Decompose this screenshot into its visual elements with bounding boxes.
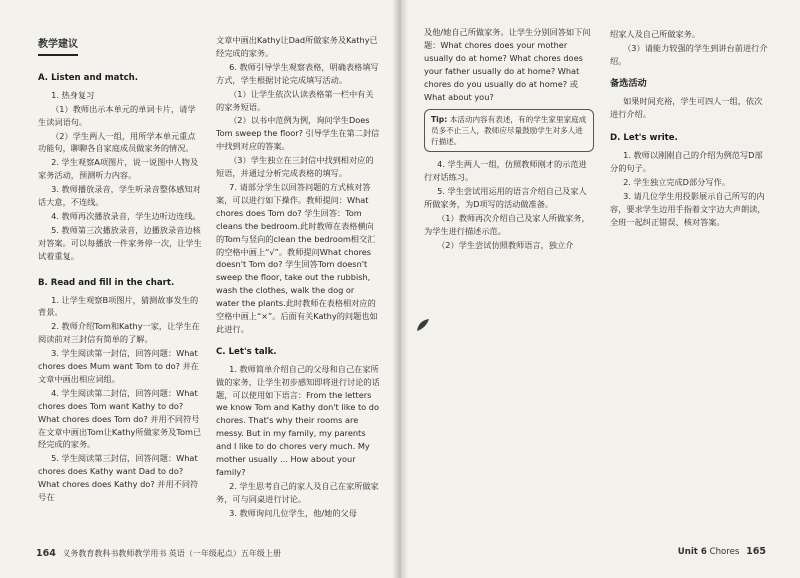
right-column-2-text	[610, 28, 770, 68]
section-d-paragraph: 3. 请几位学生用投影展示自己所写的内容，要求学生边用手指着文字边大声朗读，全班一起纠正错误、核对答案。	[610, 191, 766, 227]
section-c-paragraph: 2. 学生思考自己的家人及自己在家所做家务，可与同桌进行讨论。	[216, 480, 379, 504]
left-footer-text: 义务教育教科书教师教学用书 英语（一年级起点）五年级上册	[62, 549, 281, 558]
left-column-2-paragraph: （2）以书中范例为例，询问学生Does Tom sweep the floor? 引导学生在第二封信中找到对应的答案。	[216, 115, 380, 152]
unit-label: Unit 6	[677, 547, 707, 557]
section-b-paragraph: 5. 学生阅读第三封信，回答问题：What chores does Kathy want Dad to do? What chores does Kathy do? 并用不同符号在	[38, 453, 199, 503]
section-a-title: A. Listen and match.	[38, 72, 139, 83]
tip-box	[424, 109, 594, 152]
right-column-1	[424, 26, 594, 253]
section-a-body	[38, 89, 202, 263]
section-a-paragraph: 2. 学生观察A项图片，说一说图中人物及家务活动，预测听力内容。	[38, 157, 199, 181]
right-column-1-text	[424, 26, 594, 103]
section-c-paragraph: 3. 教师询问几位学生，他/她的父母	[229, 507, 357, 518]
tip-label: Tip:	[431, 115, 448, 125]
section-d-body	[610, 149, 770, 228]
section-c-body	[216, 363, 380, 520]
section-b-paragraph: 2. 教师介绍Tom和Kathy一家，让学生在阅读前对三封信有简单的了解。	[38, 321, 200, 345]
section-a-paragraph: 5. 教师第三次播放录音，边播放录音边核对答案。可以每播放一件家务停一次，让学生试着重复。	[38, 224, 202, 261]
right-column-2	[610, 28, 770, 230]
section-a-paragraph: （2）学生两人一组，用所学本单元重点功能句，聊聊各自家庭成员做家务的情况。	[38, 130, 196, 154]
section-b-title: B. Read and fill in the chart.	[38, 277, 175, 288]
section-c-paragraph: 1. 教师简单介绍自己的父母和自己在家所做的家务，让学生初步感知即将进行讨论的话题，可以使用如下语言：From the letters we know Tom and Kathy don't like to do chores. That's why their rooms are messy. But in my family, my parents and I like to do chores very much. My mother usually ... How about your family?	[216, 363, 380, 477]
left-column-2-text	[216, 34, 380, 336]
teaching-suggestions-heading: 教学建议	[38, 39, 78, 56]
section-a-paragraph: （1）教师出示本单元的单词卡片，请学生读词语句。	[38, 103, 196, 127]
left-column-2-paragraph: （3）学生独立在三封信中找到相对应的短语，并通过分析完成表格的填写。	[216, 155, 374, 179]
section-c-title: C. Let's talk.	[216, 346, 277, 357]
right-column-2-paragraph: （3）请能力较强的学生到讲台前进行介绍。	[610, 42, 768, 66]
chapter-label: Chores	[709, 547, 740, 557]
section-a-paragraph: 3. 教师播放录音，学生听录音整体感知对话大意，不连线。	[38, 184, 201, 208]
left-column-2-paragraph: 6. 教师引导学生观察表格，明确表格填写方式，学生根据讨论完成填写活动。	[216, 61, 379, 85]
right-column-1b-paragraph: 4. 学生两人一组，仿照教师刚才的示范进行对话练习。	[424, 159, 587, 183]
section-b-paragraph: 1. 让学生观察B项图片，猜测故事发生的背景。	[38, 294, 199, 318]
optional-activity-title: 备选活动	[610, 77, 647, 89]
section-b-body	[38, 294, 202, 505]
left-column-2-paragraph: 7. 请部分学生以回答问题的方式核对答案，可以进行如下操作。教师提问：What chores does Tom do? 学生回答：Tom cleans the bedroom.此时教师在表格横向的Tom与竖向的clean the bedroom相交汇的空格中画上“√”。教师提问What chores doesn't Tom do? 学生回答Tom doesn't sweep the floor, take out the rubbish, wash the clothes, walk the dog or water the plants.此时教师在表格相对应的空格中画上“×”。后面有关Kathy的问题也如此进行。	[216, 181, 378, 334]
left-footer	[36, 548, 281, 559]
right-column-1-text-2	[424, 158, 594, 251]
optional-activity-text: 如果时间充裕，学生可四人一组，依次进行介绍。	[610, 95, 763, 119]
section-d-paragraph: 2. 学生独立完成D部分写作。	[623, 177, 730, 188]
book-gutter	[392, 0, 408, 578]
left-column-2-paragraph: 文章中画出Kathy让Dad所做家务及Kathy已经完成的家务。	[216, 35, 378, 58]
section-a-paragraph: 1. 热身复习	[51, 89, 95, 100]
section-a-paragraph: 4. 教师再次播放录音，学生边听边连线。	[51, 210, 201, 221]
right-column-2-paragraph: 绍家人及自己所做家务。	[610, 29, 701, 39]
left-column-2	[216, 34, 380, 521]
left-page-number: 164	[36, 548, 56, 559]
left-column-2-paragraph: （1）让学生依次认读表格第一栏中有关的家务短语。	[216, 88, 374, 112]
right-column-1-paragraph: 及他/她自己所做家务。让学生分别回答如下问题：What chores does your mother usually do at home? What chores does your father usually do at home? What chores do you usually do at home? 或 What about you?	[424, 27, 591, 102]
section-b-paragraph: 4. 学生阅读第二封信，回答问题：What chores does Tom want Kathy to do? What chores does Tom do? 并用不同符号在文章中画出Tom让Kathy所做家务及Tom已经完成的家务。	[38, 387, 202, 450]
leaf-icon	[416, 318, 430, 332]
right-column-1b-paragraph: （1）教师再次介绍自己及家人所做家务，为学生进行描述示范。	[424, 213, 590, 236]
right-column-1b-paragraph: （2）学生尝试仿照教师语言，独立介	[437, 239, 574, 250]
right-column-1b-paragraph: 5. 学生尝试用运用的语言介绍自己及家人所做家务，为D项写的活动做准备。	[424, 186, 587, 210]
section-d-title: D. Let's write.	[610, 133, 678, 144]
section-d-paragraph: 1. 教师以刚刚自己的介绍为例范写D部分的句子。	[610, 150, 763, 174]
right-page	[400, 0, 800, 578]
left-column-1	[38, 38, 202, 505]
tip-text: 本活动内容有表述，有的学生家里家庭成员多不止三人，教师应尽量鼓励学生对多人进行描述。	[431, 115, 587, 147]
right-page-number: 165	[746, 546, 766, 557]
section-b-paragraph: 3. 学生阅读第一封信，回答问题：What chores does Mum want Tom to do? 并在文章中画出相应词组。	[38, 348, 199, 384]
right-footer	[678, 546, 766, 557]
